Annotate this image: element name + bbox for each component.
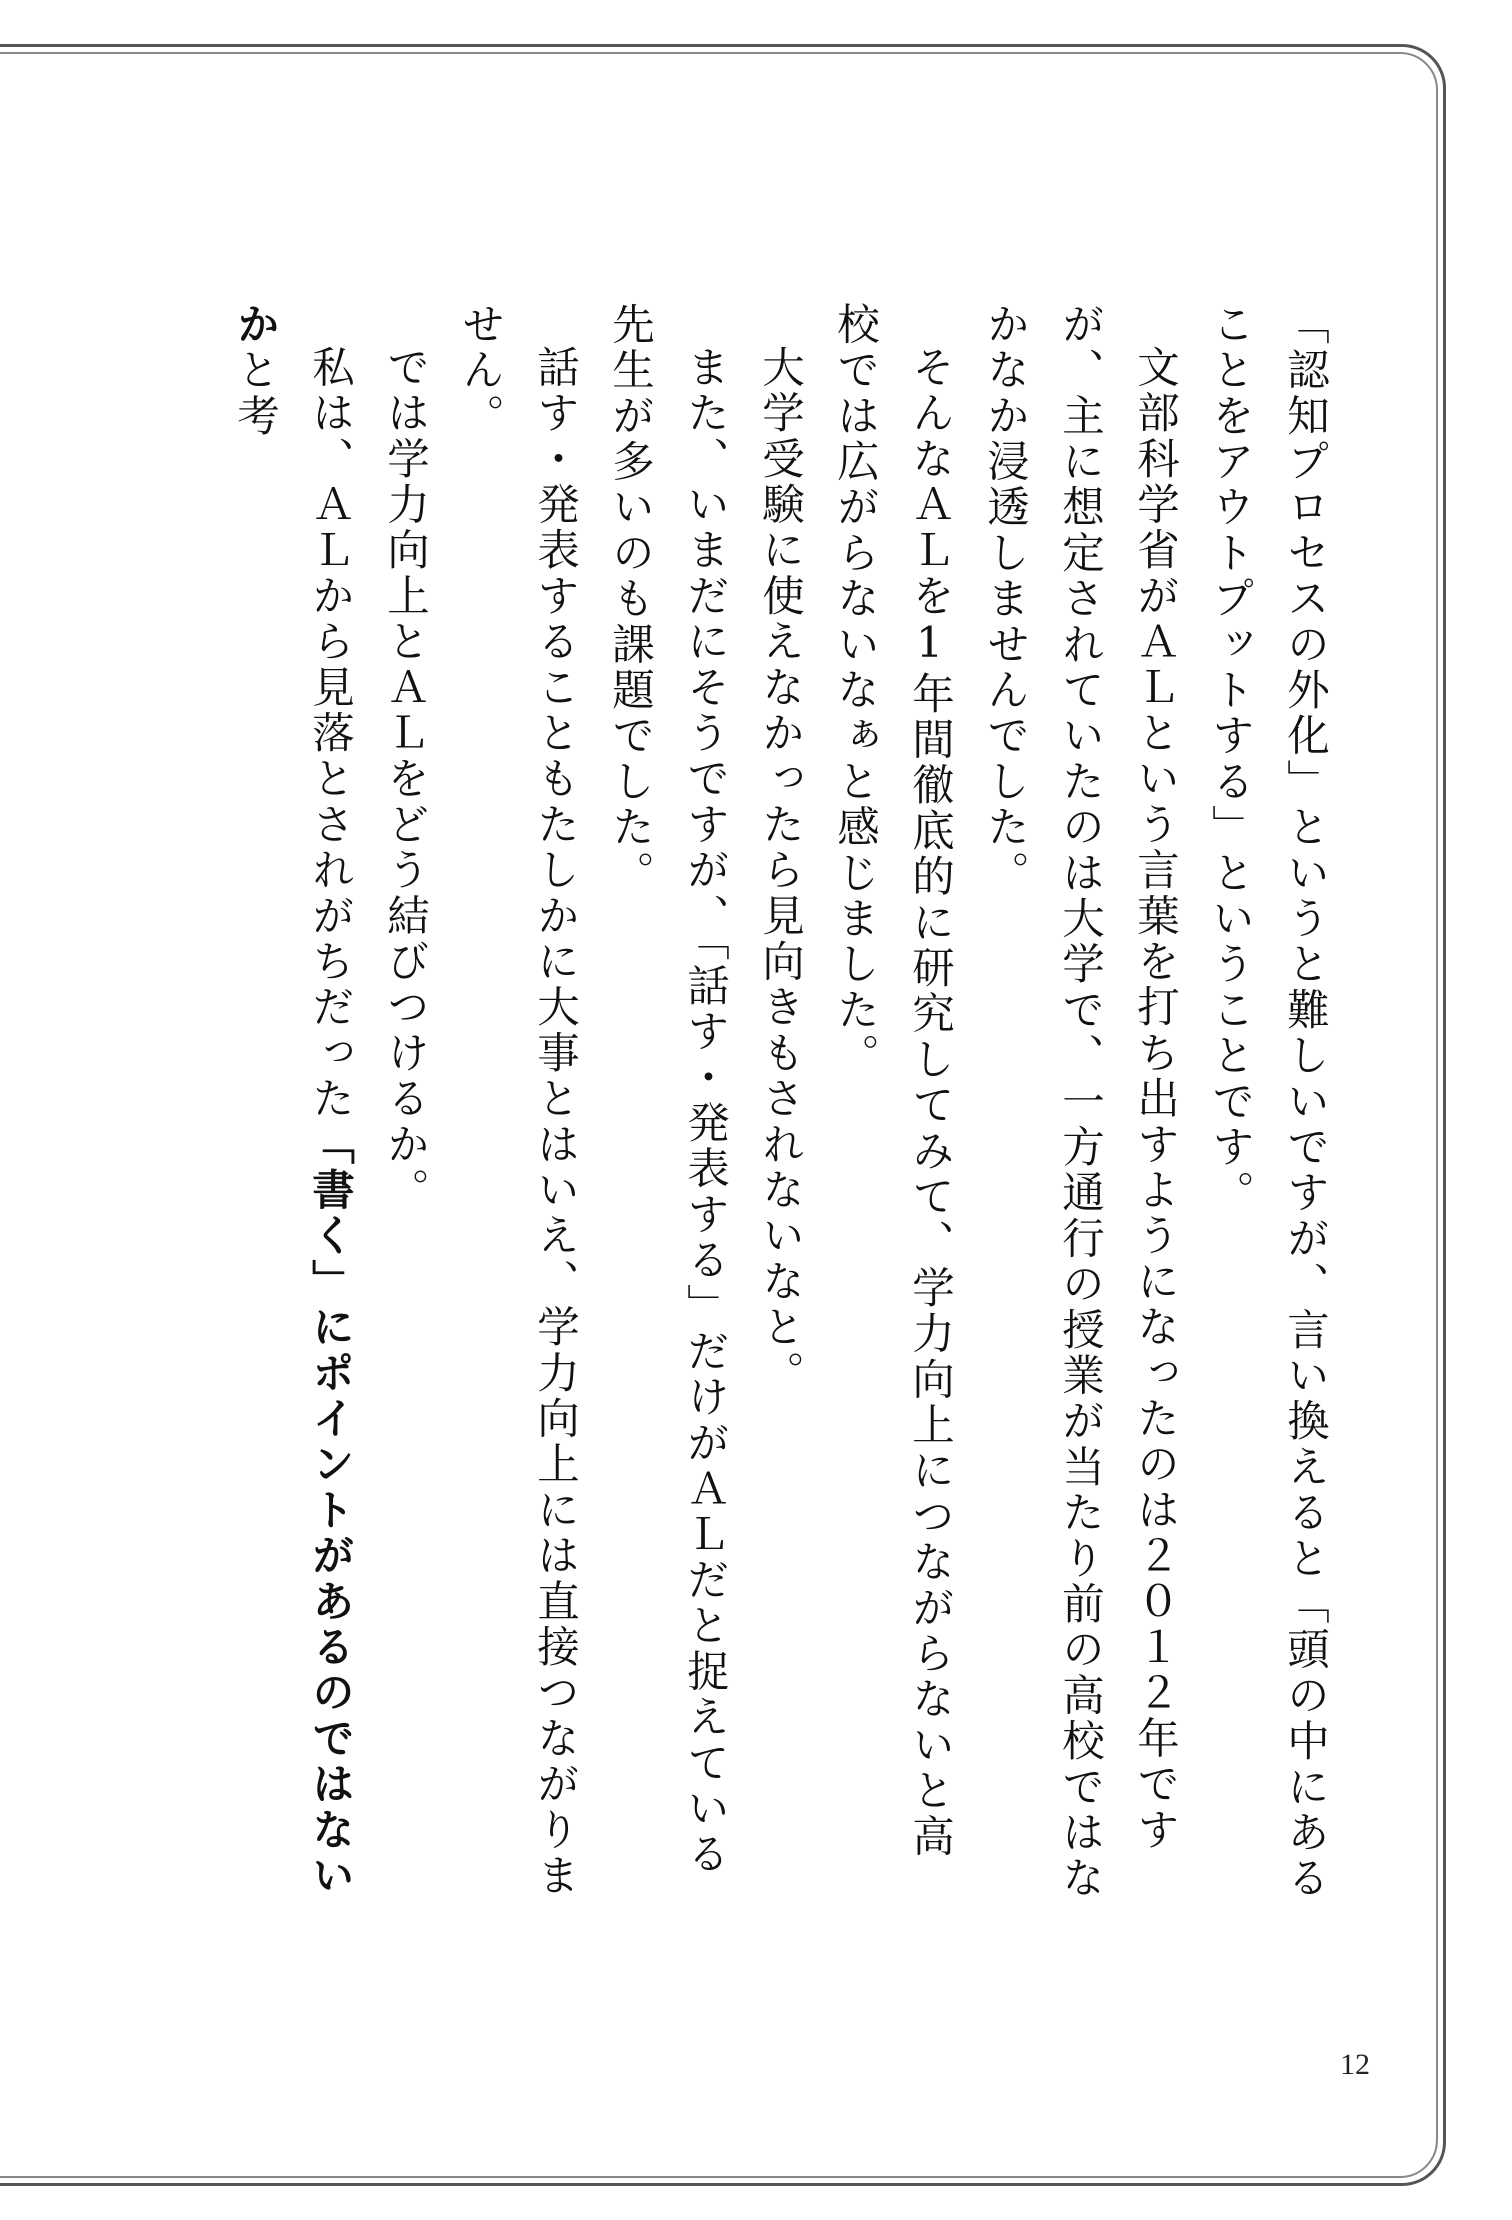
- paragraph-5: また、いまだにそうですが、「話す・発表する」だけがＡＬだと捉えている先生が多いのも課題でした。: [605, 302, 729, 1878]
- paragraph-8: [217, 302, 367, 1902]
- paragraph-3: そんなＡＬを1年間徹底的に研究してみて、学力向上につながらないと高校では広がらないなぁと感じました。: [830, 302, 954, 1860]
- paragraph-8-tail: と考: [230, 347, 279, 440]
- body-text: [230, 302, 1342, 1902]
- emphasis-text: 「書く」にポイントがあるのではないか: [230, 302, 354, 1899]
- paragraph-7: では学力向上とＡＬをどう結びつけるか。: [380, 344, 429, 1213]
- paragraph-1: 「認知プロセスの外化」というと難しいですが、言い換えると「頭の中にあることをアウトプットする」ということです。: [1205, 302, 1329, 1902]
- paragraph-2: 文部科学省がＡＬという言葉を打ち出すようになったのは２０１２年ですが、主に想定されていたのは大学で、一方通行の授業が当たり前の高校ではなかなか浸透しませんでした。: [980, 302, 1179, 1902]
- paragraph-8-lead: 私は、ＡＬから見落とされがちだった: [305, 344, 354, 1122]
- paragraph-4: 大学受験に使えなかったら見向きもされないなと。: [755, 344, 804, 1396]
- page-number: 12: [1340, 2048, 1370, 2081]
- paragraph-6: 話す・発表することもたしかに大事とはいえ、学力向上には直接つながりません。: [455, 302, 579, 1899]
